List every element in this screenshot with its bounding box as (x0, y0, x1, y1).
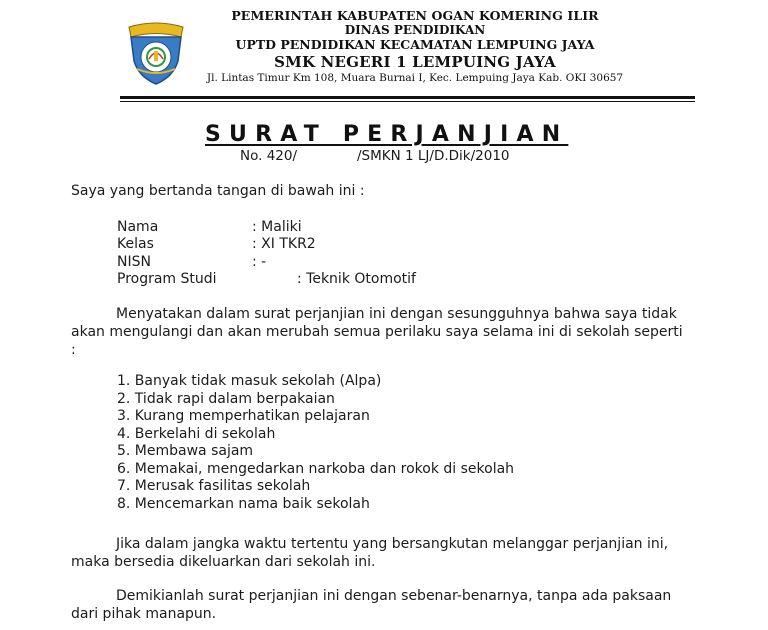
gov-line: PEMERINTAH KABUPATEN OGAN KOMERING ILIR (231, 8, 599, 23)
violation-list (117, 373, 514, 513)
document-title: SURAT PERJANJIAN (205, 122, 569, 147)
statement-paragraph: Menyatakan dalam surat perjanjian ini dengan sesungguhnya bahwa saya tidak akan mengulangi dan akan merubah semua perilaku saya selama ini di sekolah seperti : (71, 306, 683, 358)
list-item: 6. Memakai, mengedarkan narkoba dan rokok di sekolah (117, 460, 515, 477)
intro-text: Saya yang bertanda tangan di bawah ini : (71, 183, 365, 199)
school-logo (123, 17, 189, 87)
closing-paragraph: Demikianlah surat perjanjian ini dengan sebenar-benarnya, tanpa ada paksaan dari pihak manapun. (71, 588, 672, 622)
header-divider-thick (120, 96, 695, 99)
school-address: Jl. Lintas Timur Km 108, Muara Burnai I, Kec. Lempuing Jaya Kab. OKI 30657 (206, 72, 624, 84)
field-value-program: : Teknik Otomotif (297, 271, 416, 287)
number-prefix: No. 420/ (240, 148, 298, 164)
list-item: 5. Membawa sajam (117, 443, 254, 459)
field-label-nisn: NISN (117, 254, 151, 270)
list-item: 8. Mencemarkan nama baik sekolah (117, 495, 370, 512)
uptd-line: UPTD PENDIDIKAN KECAMATAN LEMPUING JAYA (235, 37, 595, 52)
document-number (240, 148, 510, 164)
letterhead (0, 0, 768, 104)
letterhead-text (200, 8, 630, 85)
list-item: 2. Tidak rapi dalam berpakaian (117, 390, 335, 407)
list-item: 4. Berkelahi di sekolah (117, 425, 276, 442)
field-value-class: : XI TKR2 (252, 236, 316, 252)
field-value-nisn: : - (252, 254, 267, 270)
field-label-class: Kelas (117, 236, 154, 252)
header-divider-thin (120, 101, 695, 102)
consequence-paragraph: Jika dalam jangka waktu tertentu yang bersangkutan melanggar perjanjian ini, maka bersedia dikeluarkan dari sekolah ini. (71, 536, 669, 570)
field-label-name: Nama (117, 219, 159, 235)
school-name: SMK NEGERI 1 LEMPUING JAYA (274, 53, 556, 71)
field-value-name: : Maliki (252, 219, 302, 235)
field-label-program: Program Studi (117, 271, 217, 287)
dept-line: DINAS PENDIDIKAN (344, 23, 486, 37)
number-suffix: /SMKN 1 LJ/D.Dik/2010 (357, 148, 510, 164)
list-item: 7. Merusak fasilitas sekolah (117, 478, 311, 494)
list-item: 1. Banyak tidak masuk sekolah (Alpa) (117, 373, 382, 389)
list-item: 3. Kurang memperhatikan pelajaran (117, 408, 370, 424)
